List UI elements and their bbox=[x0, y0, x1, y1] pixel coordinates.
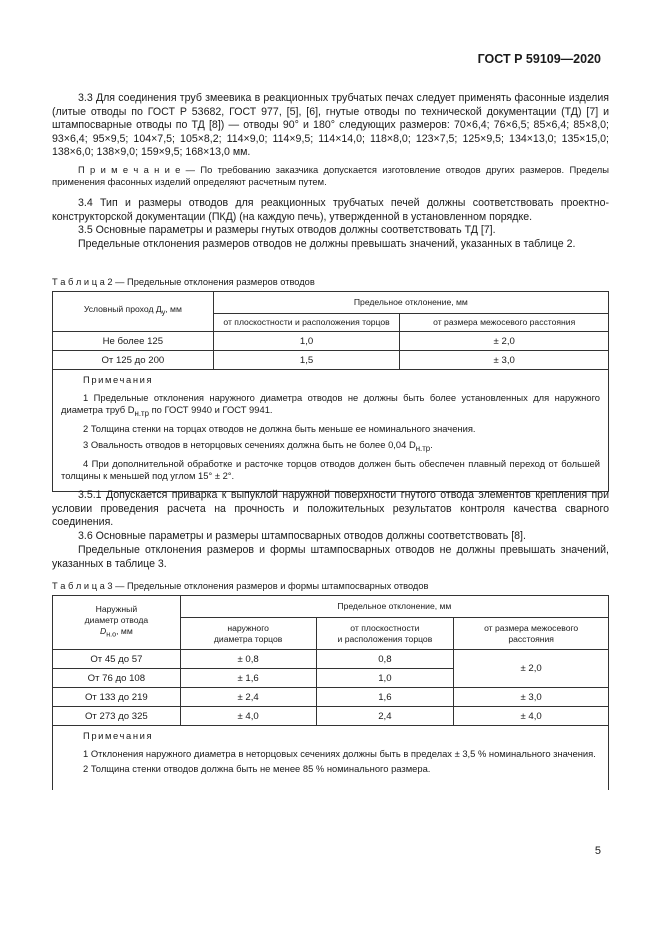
header-subscript: н.о bbox=[106, 630, 117, 639]
table-cell: От 133 до 219 bbox=[53, 688, 181, 707]
table-2 bbox=[52, 291, 609, 492]
table-row bbox=[53, 351, 609, 370]
note-subscript: н.тр bbox=[415, 443, 431, 453]
header-unit: , мм bbox=[116, 626, 133, 637]
table-3-header-outer-ends bbox=[180, 618, 316, 650]
table-cell: 1,0 bbox=[316, 669, 454, 688]
table-cell: 0,8 bbox=[316, 650, 454, 669]
table-2-header-deviation: Предельное отклонение, мм bbox=[213, 292, 608, 314]
table-cell: 1,5 bbox=[213, 351, 400, 370]
header-text: наружного bbox=[227, 622, 269, 633]
note-item bbox=[61, 439, 600, 455]
table-cell: ± 3,0 bbox=[400, 351, 609, 370]
table-cell: 2,4 bbox=[316, 707, 454, 726]
notes-heading: Примечания bbox=[83, 730, 154, 741]
table-row bbox=[53, 688, 609, 707]
header-text: и расположения торцов bbox=[337, 633, 433, 644]
header-text: от размера межосевого bbox=[484, 622, 579, 633]
header-symbol: D bbox=[100, 626, 107, 637]
table-2-caption-text: 2 — Предельные отклонения размеров отводов bbox=[104, 277, 315, 287]
table-cell: ± 0,8 bbox=[180, 650, 316, 669]
table-cell: От 45 до 57 bbox=[53, 650, 181, 669]
table-cell: ± 3,0 bbox=[454, 688, 609, 707]
header-subscript: у bbox=[161, 308, 166, 317]
note-item bbox=[61, 392, 600, 420]
note-item: 2 Толщина стенки на торцах отводов не должна быть меньше ее номинального значения. bbox=[83, 423, 476, 435]
table-cell-merged: ± 2,0 bbox=[454, 650, 609, 688]
paragraph-3-5-1: 3.5.1 Допускается приварка к выпуклой наружной поверхности гнутого отвода элементов крепления при условии проведения расчета на прочность и положительных результатов контроля качества сварного соединения. bbox=[52, 489, 609, 529]
table-3-continuation-left bbox=[52, 780, 53, 790]
paragraph-3-5-deviations: Предельные отклонения размеров отводов не должны превышать значений, указанных в таблице 2. bbox=[78, 238, 576, 250]
header-text: Наружный bbox=[95, 604, 138, 615]
table-cell: ± 4,0 bbox=[180, 707, 316, 726]
header-text: Условный проход Д bbox=[83, 304, 162, 315]
header-text: от плоскостности bbox=[350, 622, 420, 633]
paragraph-3-3: 3.3 Для соединения труб змеевика в реакционных трубчатых печах следует применять фасонные изделия (литые отводы по ГОСТ Р 53682, ГОСТ 977, [5], [6], гнутые отводы по технической документации (ТД) [7] и штампосварные отводы по ТД [8]) — отводы 90° и 180° следующих размеров: 70×6,4; 76×6,5; 85×6,4; 85×8,0; 93×6,4; 95×9,5; 104×7,5; 105×8,2; 114×9,0; 114×9,5; 114×14,0; 118×8,0; 123×7,5; 125×9,5; 134×13,0; 135×15,0; 138×6,0; 138×9,0; 159×9,5; 168×13,0 мм. bbox=[52, 92, 609, 159]
table-3-header-outer-diameter bbox=[53, 596, 181, 650]
page-number: 5 bbox=[594, 845, 601, 857]
table-cell: От 76 до 108 bbox=[53, 669, 181, 688]
table-3-continuation-right bbox=[608, 780, 609, 790]
table-row bbox=[53, 707, 609, 726]
table-3-header-center-distance bbox=[454, 618, 609, 650]
table-cell: 1,0 bbox=[213, 332, 400, 351]
paragraph-3-6: 3.6 Основные параметры и размеры штампосварных отводов должны соответствовать [8]. bbox=[78, 530, 526, 542]
table-3-notes bbox=[53, 726, 609, 785]
table-cell: ± 1,6 bbox=[180, 669, 316, 688]
table-cell: 1,6 bbox=[316, 688, 454, 707]
paragraph-3-4: 3.4 Тип и размеры отводов для реакционных трубчатых печей должны соответствовать проектно-конструкторской документации (ПКД) (на каждую печь), утвержденной в установленном порядке. bbox=[52, 197, 609, 223]
table-2-caption-label: Т а б л и ц а bbox=[52, 277, 105, 287]
table-3-header-deviation: Предельное отклонение, мм bbox=[180, 596, 608, 618]
table-3 bbox=[52, 595, 609, 785]
table-cell: Не более 125 bbox=[53, 332, 214, 351]
header-text: диаметра торцов bbox=[213, 633, 283, 644]
note-text: — По требованию заказчика допускается изготовление отводов других размеров. Пределы применения фасонных изделий определяют расчетным путем. bbox=[52, 164, 609, 188]
note-item: 2 Толщина стенки отводов должна быть не менее 85 % номинального размера. bbox=[83, 763, 431, 775]
table-row bbox=[53, 650, 609, 669]
table-cell: ± 2,4 bbox=[180, 688, 316, 707]
table-2-header-center-distance: от размера межосевого расстояния bbox=[400, 314, 609, 332]
table-3-caption-label: Т а б л и ц а bbox=[52, 581, 105, 591]
note-subscript: н.тр bbox=[134, 409, 149, 419]
table-3-caption-text: 3 — Предельные отклонения размеров и формы штампосварных отводов bbox=[104, 581, 429, 591]
header-text: расстояния bbox=[508, 633, 554, 644]
table-3-header-flatness bbox=[316, 618, 454, 650]
table-2-header-flatness: от плоскостности и расположения торцов bbox=[213, 314, 400, 332]
note-text: 1 Предельные отклонения наружного диаметра отводов не должны быть более установленных для наружного диаметра труб D bbox=[61, 392, 600, 416]
notes-heading: Примечания bbox=[83, 374, 154, 385]
header-text: диаметр отвода bbox=[84, 615, 149, 626]
table-cell: ± 2,0 bbox=[400, 332, 609, 351]
table-cell: От 273 до 325 bbox=[53, 707, 181, 726]
note-label: П р и м е ч а н и е bbox=[78, 164, 181, 175]
note-text: 3 Овальность отводов в неторцовых сечениях должна быть не более 0,04 D bbox=[83, 438, 416, 450]
table-row bbox=[53, 332, 609, 351]
note-item: 4 При дополнительной обработке и расточке торцов отводов должен быть обеспечен плавный переход от большей толщины к меньшей под углом 15° ± 2°. bbox=[61, 457, 600, 481]
document-code: ГОСТ Р 59109—2020 bbox=[477, 52, 601, 66]
note-item: 1 Отклонения наружного диаметра в неторцовых сечениях должны быть в пределах ± 3,5 % номинального значения. bbox=[83, 748, 596, 760]
paragraph-3-6-deviations: Предельные отклонения размеров и формы штампосварных отводов не должны превышать значений, указанных в таблице 3. bbox=[52, 544, 609, 570]
table-3-caption bbox=[52, 581, 428, 591]
note-text: . bbox=[430, 438, 433, 450]
table-cell: От 125 до 200 bbox=[53, 351, 214, 370]
note-text: по ГОСТ 9940 и ГОСТ 9941. bbox=[148, 404, 273, 416]
paragraph-3-5: 3.5 Основные параметры и размеры гнутых отводов должны соответствовать ТД [7]. bbox=[78, 224, 496, 236]
table-2-caption bbox=[52, 277, 315, 287]
table-2-notes bbox=[53, 370, 609, 492]
note-paragraph bbox=[52, 164, 609, 189]
table-2-header-nominal-bore bbox=[53, 292, 214, 332]
header-unit: , мм bbox=[165, 304, 182, 315]
table-cell: ± 4,0 bbox=[454, 707, 609, 726]
